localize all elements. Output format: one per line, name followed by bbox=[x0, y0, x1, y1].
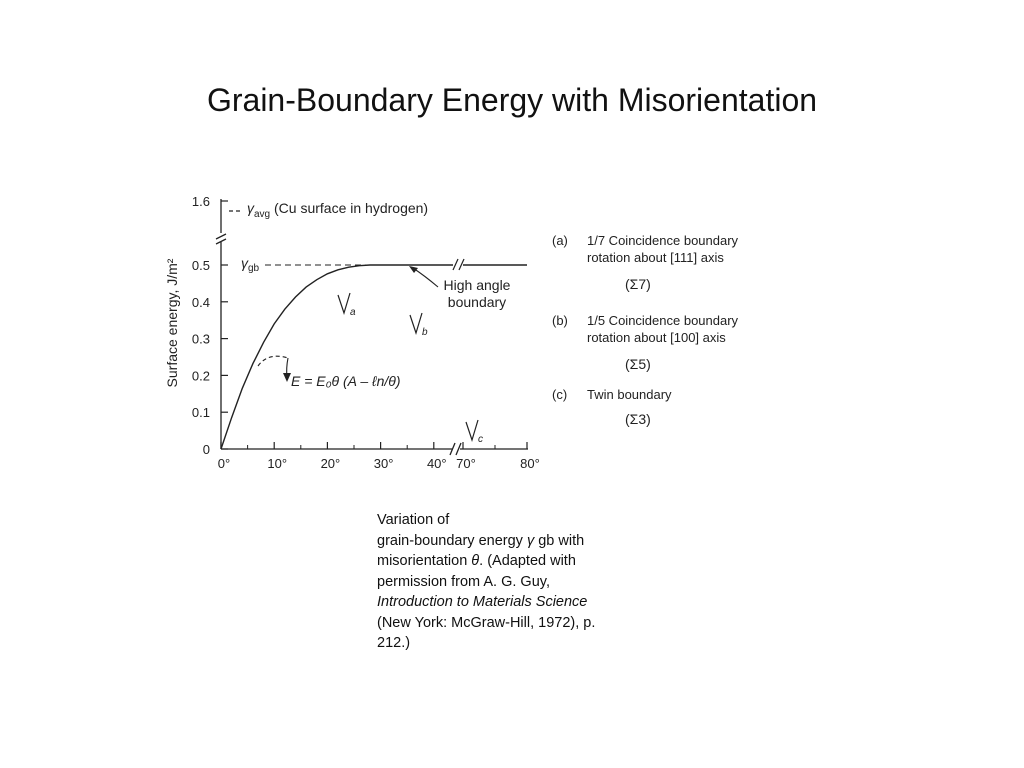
legend-line: rotation about [100] axis bbox=[587, 330, 726, 345]
y-tick-label: 1.6 bbox=[191, 194, 210, 209]
formula-arrowhead bbox=[283, 373, 291, 382]
x-tick-label: 70° bbox=[456, 456, 476, 471]
caption-book-title: Introduction to Materials Science bbox=[377, 594, 588, 610]
y-tick-label: 0 bbox=[202, 442, 210, 457]
x-tick-label: 80° bbox=[520, 456, 540, 471]
cusp-label: b bbox=[422, 327, 428, 338]
legend-line: Twin boundary bbox=[587, 387, 672, 402]
high-angle-label-2: boundary bbox=[447, 294, 507, 310]
legend-line: 1/7 Coincidence boundary bbox=[587, 233, 739, 248]
figure-caption bbox=[377, 510, 647, 654]
high-angle-arrow bbox=[413, 268, 438, 287]
y-tick-label: 0.4 bbox=[191, 294, 210, 310]
x-tick-label: 0° bbox=[217, 456, 231, 471]
cusp-marker bbox=[410, 313, 422, 333]
formula-arrow bbox=[258, 356, 288, 366]
legend-sigma: (Σ7) bbox=[625, 276, 651, 292]
cusp-marker bbox=[338, 293, 350, 313]
slide-title: Grain-Boundary Energy with Misorientation bbox=[206, 82, 818, 118]
y-axis-label: Surface energy, J/m² bbox=[164, 258, 180, 388]
y-tick-label: 0.2 bbox=[191, 368, 210, 384]
y-tick-label: 0.1 bbox=[191, 405, 210, 421]
formula-label: E = E₀θ (A – ℓn/θ) bbox=[291, 373, 401, 389]
legend-key: (a) bbox=[552, 233, 568, 248]
x-tick-label: 30° bbox=[373, 456, 394, 471]
legend-sigma: (Σ5) bbox=[625, 356, 651, 372]
high-angle-arrowhead bbox=[409, 266, 418, 273]
legend-sigma: (Σ3) bbox=[625, 411, 651, 427]
legend-line: rotation about [111] axis bbox=[587, 250, 724, 265]
legend-line: 1/5 Coincidence boundary bbox=[587, 313, 739, 328]
caption-line: Variation of bbox=[377, 512, 450, 528]
caption-text: . (Adapted with bbox=[479, 553, 576, 569]
caption-text: misorientation bbox=[377, 553, 472, 569]
cusp-label: c bbox=[478, 434, 483, 445]
legend-key: (c) bbox=[552, 387, 568, 402]
cusp-marker bbox=[466, 420, 478, 440]
high-angle-label: High angle bbox=[443, 277, 511, 293]
x-tick-label: 20° bbox=[320, 456, 341, 471]
caption-text: grain-boundary energy bbox=[377, 532, 527, 549]
cusp-label: a bbox=[350, 307, 356, 318]
curve-break-mark bbox=[453, 259, 458, 270]
caption-gamma: γ bbox=[526, 532, 535, 549]
y-tick-label: 0.5 bbox=[191, 258, 210, 273]
caption-text: (New York: McGraw-Hill, 1972), p. bbox=[377, 614, 596, 631]
gamma-avg-label: $\gamma_{avg}$ (Cu surface in hydrogen) bbox=[247, 200, 429, 220]
caption-text: gb with bbox=[534, 532, 585, 549]
caption-text: 212.) bbox=[377, 635, 411, 651]
x-tick-label: 10° bbox=[267, 456, 288, 471]
caption-theta: θ bbox=[471, 553, 480, 569]
y-axis-break-mark bbox=[216, 234, 226, 239]
gamma-gb-label: $\gamma_{gb}$ bbox=[241, 255, 260, 274]
x-tick-label: 40° bbox=[426, 456, 447, 471]
y-tick-label: 0.3 bbox=[191, 331, 210, 347]
legend-key: (b) bbox=[552, 313, 568, 328]
caption-text: permission from A. G. Guy, bbox=[377, 573, 550, 590]
